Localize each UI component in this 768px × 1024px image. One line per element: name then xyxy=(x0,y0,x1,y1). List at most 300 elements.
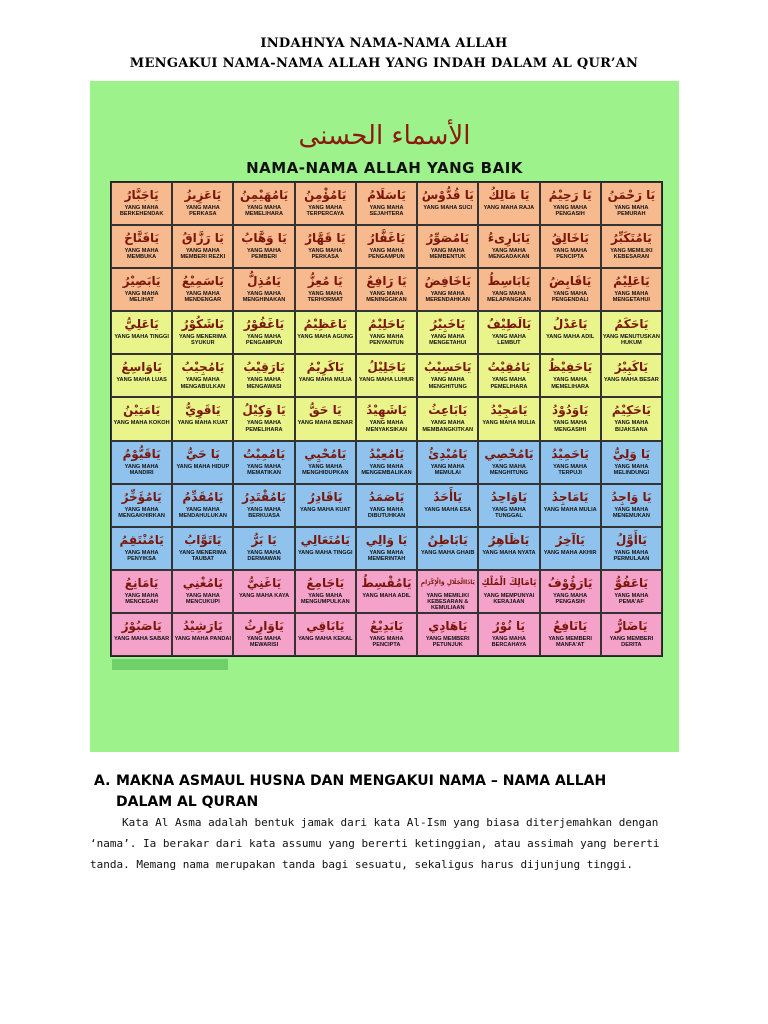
name-cell xyxy=(478,613,539,656)
arabic-name: يَامُقْسِطُ xyxy=(361,575,412,590)
arabic-name: يَاخَبِيْرُ xyxy=(430,317,466,332)
name-cell xyxy=(356,311,417,354)
name-meaning: YANG MAHA MENINGGIKAN xyxy=(366,291,407,304)
name-meaning: YANG MAHA MENDAHULUKAN xyxy=(178,506,227,519)
name-cell xyxy=(417,354,478,397)
name-cell xyxy=(540,225,601,268)
name-cell xyxy=(111,268,172,311)
name-meaning: YANG MAHA MENGADAKAN xyxy=(488,248,530,261)
section-paragraph xyxy=(90,812,682,875)
name-cell xyxy=(233,225,294,268)
name-cell xyxy=(478,484,539,527)
name-cell xyxy=(233,397,294,440)
name-meaning: YANG MENUTUSKAN HUKUM xyxy=(602,334,660,347)
arabic-name: يَا رَحْمَنُ xyxy=(607,188,656,202)
name-cell xyxy=(417,182,478,225)
name-meaning: YANG MAHA TERHORMAT xyxy=(307,291,343,304)
name-meaning: YANG MENERIMA TAUBAT xyxy=(179,549,227,562)
name-meaning: YANG MAHA MEMBUKA xyxy=(124,248,159,261)
arabic-name: يَاحَلِيْمُ xyxy=(368,317,405,332)
arabic-name: يَابَصِيْرُ xyxy=(122,274,161,289)
name-meaning: YANG MAHA MELINDUNGI xyxy=(613,463,650,476)
name-meaning: YANG MAHA ESA xyxy=(424,506,472,513)
name-cell xyxy=(417,527,478,570)
name-cell xyxy=(356,441,417,484)
name-meaning: YANG MAHA TERPERCAYA xyxy=(306,205,345,218)
name-cell xyxy=(111,484,172,527)
arabic-name: يَامُنْتَقِمُ xyxy=(119,532,164,547)
name-meaning: YANG MAHA MENGHINAKAN xyxy=(242,291,286,304)
name-meaning: YANG MAHA ADIL xyxy=(546,334,595,341)
name-meaning: YANG MEMPUNYAI KERAJAAN xyxy=(483,592,535,606)
name-cell xyxy=(172,441,233,484)
name-meaning: YANG MAHA MANDIRI xyxy=(124,463,159,476)
arabic-name: يَاذَاالْجَلَالِ وَالْإِكْرَامِ xyxy=(420,578,475,586)
name-cell xyxy=(478,311,539,354)
name-cell xyxy=(172,311,233,354)
name-cell xyxy=(356,182,417,225)
name-meaning: YANG MEMILIKI KEBESARAN xyxy=(610,248,653,261)
name-cell xyxy=(356,484,417,527)
arabic-name: يَابَاسِطُ xyxy=(487,274,531,289)
arabic-name: يَا وَلِيُّ xyxy=(612,446,651,461)
arabic-name: يَا مَالِكُ xyxy=(488,188,530,202)
name-cell xyxy=(295,268,356,311)
decorative-bar xyxy=(112,659,228,670)
arabic-name: يَاعَلِيُّ xyxy=(124,317,159,332)
arabic-name: يَاعَظِيْمُ xyxy=(303,317,347,332)
arabic-name: يَامُغْنِي xyxy=(182,575,223,590)
name-cell xyxy=(540,527,601,570)
name-cell xyxy=(295,527,356,570)
arabic-name: يَاتَوَّابُ xyxy=(184,532,222,547)
name-cell xyxy=(111,225,172,268)
name-meaning: YANG MAHA DERMAWAN xyxy=(247,549,282,562)
arabic-name: يَاغَنِيُّ xyxy=(246,575,282,590)
arabic-name: يَامُهَيْمِنُ xyxy=(239,188,289,202)
name-meaning: YANG MAHA MEMELIHARA xyxy=(551,377,590,390)
names-grid xyxy=(110,181,663,657)
name-cell xyxy=(478,397,539,440)
arabic-name: يَارَؤُوْفُ xyxy=(547,575,593,590)
name-cell xyxy=(601,268,662,311)
name-meaning: YANG MAHA BERKEHENDAK xyxy=(119,205,164,218)
name-meaning: YANG MAHA MENGHITUNG xyxy=(428,377,467,390)
paragraph-text: Kata Al Asma adalah bentuk jamak dari kata Al-Ism yang biasa diterjemahkan dengan ‘nama’. Ia berakar dari kata assumu yang bererti ketinggian, atau assimah yang bererti tanda. Memang nama merupakan tanda bagi sesuatu, sekaligus harus dijunjung tinggi. xyxy=(90,816,660,871)
name-meaning: YANG MAHA BENAR xyxy=(297,420,353,427)
name-meaning: YANG MEMBERI PETUNJUK xyxy=(425,635,470,649)
name-cell xyxy=(111,527,172,570)
arabic-name: يَامَاجِدُ xyxy=(551,489,589,504)
arabic-name: يَا رَحِيْمُ xyxy=(548,188,592,202)
name-cell xyxy=(356,268,417,311)
name-cell xyxy=(601,182,662,225)
name-meaning: YANG MAHA KOKOH xyxy=(113,420,170,427)
name-meaning: YANG MAHA PENYANTUN xyxy=(369,334,404,347)
arabic-name: يَا وَهَّابُ xyxy=(241,231,287,246)
arabic-name: يَاقَوِيُّ xyxy=(185,403,221,418)
arabic-name: يَاقَابِضُ xyxy=(549,274,592,289)
name-cell xyxy=(295,570,356,613)
name-cell xyxy=(417,613,478,656)
name-cell xyxy=(417,397,478,440)
name-meaning: YANG MAHA LUAS xyxy=(116,377,167,384)
name-meaning: YANG MEMILIKI KEBESARAN & KEMULIAAN xyxy=(426,592,469,612)
arabic-name: يَامُؤْمِنُ xyxy=(304,188,347,202)
arabic-name: يَامُذِلُّ xyxy=(247,274,281,289)
name-meaning: YANG MAHA MENGETAHUI xyxy=(612,291,650,304)
name-meaning: YANG MAHA PERKASA xyxy=(185,205,220,218)
arabic-name: يَاشَكُوْرُ xyxy=(181,317,224,332)
name-meaning: YANG MAHA MENGHITUNG xyxy=(489,463,529,476)
name-meaning: YANG MAHA PENCIPTA xyxy=(553,248,588,261)
arabic-name: يَامُؤَخِّرُ xyxy=(121,489,162,504)
section-heading-line-2: DALAM AL QURAN xyxy=(116,794,259,810)
arabic-name: يَاسَلَامُ xyxy=(367,188,406,202)
name-cell xyxy=(233,441,294,484)
name-cell xyxy=(356,225,417,268)
name-meaning: YANG MAHA TERPUJI xyxy=(553,463,588,476)
name-meaning: YANG MAHA SUCI xyxy=(423,205,473,211)
name-meaning: YANG MAHA SABAR xyxy=(114,635,170,642)
name-meaning: YANG MAHA TUNGGAL xyxy=(491,506,526,519)
arabic-name: يَامُعِيْدُ xyxy=(368,446,405,461)
name-meaning: YANG MAHA MENEMUKAN xyxy=(612,506,650,519)
arabic-name: يَابَارِىءُ xyxy=(487,231,530,246)
arabic-name: يَامُقِيْتُ xyxy=(487,360,531,375)
name-meaning: YANG MAHA MULIA xyxy=(543,506,597,513)
arabic-name: يَاوَدُوْدُ xyxy=(552,403,589,418)
arabic-name: يَاهَادِي xyxy=(428,618,468,633)
name-meaning: YANG MAHA MELAPANGKAN xyxy=(487,291,531,304)
arabic-name: يَاعَلِيْمُ xyxy=(613,274,650,289)
name-cell xyxy=(601,225,662,268)
arabic-name: يَارَقِيْبُ xyxy=(243,360,285,375)
name-meaning: YANG MAHA PEMELIHARA xyxy=(490,377,528,390)
name-meaning: YANG MAHA LUHUR xyxy=(359,377,414,384)
name-cell xyxy=(233,570,294,613)
name-cell xyxy=(478,268,539,311)
name-cell xyxy=(417,311,478,354)
name-cell xyxy=(478,570,539,613)
arabic-name: يَاظَاهِرُ xyxy=(488,532,530,547)
name-meaning: YANG MENERIMA SYUKUR xyxy=(179,334,227,347)
arabic-name: يَاضَارُّ xyxy=(615,618,648,633)
name-meaning: YANG MAHA PENGASIH xyxy=(553,205,588,218)
name-cell xyxy=(601,397,662,440)
name-meaning: YANG MAHA MENGEMBALIKAN xyxy=(361,463,412,476)
name-cell xyxy=(601,570,662,613)
arabic-name: يَامَجِيْدُ xyxy=(490,403,528,418)
name-cell xyxy=(540,441,601,484)
name-cell xyxy=(111,397,172,440)
name-meaning: YANG MAHA PENGENDALI xyxy=(551,291,589,304)
arabic-name: يَامُصَوِّرُ xyxy=(426,231,470,246)
name-cell xyxy=(356,527,417,570)
name-cell xyxy=(172,613,233,656)
name-cell xyxy=(172,484,233,527)
arabic-name: يَامَتِيْنُ xyxy=(123,403,161,418)
name-meaning: YANG MAHA RAJA xyxy=(483,205,535,211)
name-meaning: YANG MAHA MENGUMPULKAN xyxy=(300,592,350,606)
arabic-name: يَاحَكِيْمُ xyxy=(611,403,651,418)
name-meaning: YANG MAHA PENYIKSA xyxy=(124,549,159,562)
name-cell xyxy=(172,182,233,225)
arabic-name: يَارَشِيْدُ xyxy=(183,618,223,633)
name-meaning: YANG MAHA MEWARISI xyxy=(247,635,282,649)
name-meaning: YANG MAHA MEMULAI xyxy=(430,463,465,476)
arabic-name: يَابَاطِنُ xyxy=(427,532,468,547)
arabic-name: يَاحَسِيْبُ xyxy=(423,360,472,375)
name-cell xyxy=(540,570,601,613)
name-meaning: YANG MAHA MEMERINTAH xyxy=(367,549,406,562)
arabic-name: يَاعَزِيزُ xyxy=(184,188,222,202)
name-meaning: YANG MAHA PEMELIHARA xyxy=(245,420,283,433)
name-cell xyxy=(478,527,539,570)
document-subtitle: MENGAKUI NAMA-NAMA ALLAH YANG INDAH DALAM AL QUR’AN xyxy=(129,56,639,71)
arabic-name: يَاكَرِيْمُ xyxy=(306,360,344,375)
arabic-name: يَاعَدْلُ xyxy=(552,317,588,332)
name-cell xyxy=(356,570,417,613)
name-cell xyxy=(172,527,233,570)
section-number: A. xyxy=(94,773,111,789)
name-cell xyxy=(417,484,478,527)
name-cell xyxy=(111,354,172,397)
name-cell xyxy=(295,613,356,656)
name-meaning: YANG MAHA PERKASA xyxy=(308,248,343,261)
arabic-name: يَافَتَّاحُ xyxy=(124,231,160,246)
name-cell xyxy=(540,613,601,656)
arabic-name: يَا رَزَّاقُ xyxy=(181,231,224,246)
name-meaning: YANG MAHA AKHIR xyxy=(543,549,597,556)
arabic-name: يَامُتَعَالِي xyxy=(300,532,350,547)
asmaul-husna-poster xyxy=(90,81,679,752)
name-cell xyxy=(540,484,601,527)
name-cell xyxy=(478,182,539,225)
arabic-name: يَامُتَكَبِّرُ xyxy=(611,231,652,246)
name-meaning: YANG MAHA HIDUP xyxy=(176,463,230,470)
arabic-name: يَا قُدُّوْسُ xyxy=(421,188,474,202)
name-cell xyxy=(111,311,172,354)
name-meaning: YANG MAHA MENGABULKAN xyxy=(180,377,226,390)
arabic-name: يَاسَمِيْعُ xyxy=(181,274,224,289)
arabic-name: يَا بَرُّ xyxy=(251,532,277,547)
arabic-name: يَاأَحَدُ xyxy=(433,489,463,504)
name-cell xyxy=(356,613,417,656)
arabic-name: يَانَافِعُ xyxy=(553,618,588,633)
name-cell xyxy=(601,527,662,570)
name-meaning: YANG MAHA GHAIB xyxy=(421,549,475,556)
name-cell xyxy=(356,354,417,397)
arabic-name: يَابَاعِثُ xyxy=(428,403,468,418)
name-cell xyxy=(295,441,356,484)
arabic-name: يَا نُوْرُ xyxy=(492,618,525,633)
name-cell xyxy=(540,397,601,440)
name-meaning: YANG MAHA KEKAL xyxy=(297,635,353,642)
arabic-name: يَابَدِيْعُ xyxy=(369,618,404,633)
name-cell xyxy=(233,354,294,397)
arabic-name: يَاوَاسِعُ xyxy=(121,360,162,375)
arabic-name: يَاشَهِيْدُ xyxy=(366,403,407,418)
name-meaning: YANG MAHA DIBUTUHKAN xyxy=(367,506,406,519)
name-meaning: YANG MAHA KUAT xyxy=(300,506,351,513)
arabic-name: يَا رَافِعُ xyxy=(366,274,407,289)
name-meaning: YANG MAHA MENGAWASI xyxy=(246,377,282,390)
name-meaning: YANG MAHA MELIHAT xyxy=(124,291,159,304)
name-meaning: YANG MAHA MENGASIHI xyxy=(553,420,588,433)
name-cell xyxy=(111,570,172,613)
name-cell xyxy=(478,354,539,397)
arabic-name: يَاآخِرُ xyxy=(555,532,585,547)
name-cell xyxy=(417,441,478,484)
document-title: INDAHNYA NAMA-NAMA ALLAH xyxy=(260,36,508,51)
name-meaning: YANG MAHA MENCEGAH xyxy=(124,592,159,606)
name-cell xyxy=(172,268,233,311)
name-meaning: YANG MAHA PENCIPTA xyxy=(369,635,404,649)
name-cell xyxy=(478,225,539,268)
name-cell xyxy=(295,484,356,527)
arabic-name: يَا وَالِي xyxy=(365,532,408,547)
arabic-name: يَامُحْيِي xyxy=(304,446,347,461)
name-cell xyxy=(172,570,233,613)
arabic-name: يَاكَبِيْرُ xyxy=(614,360,648,375)
name-meaning: YANG MAHA MENGHIDUPKAN xyxy=(302,463,349,476)
name-meaning: YANG MAHA BIJAKSANA xyxy=(614,420,649,433)
name-cell xyxy=(601,311,662,354)
name-meaning: YANG MAHA BERCAHAYA xyxy=(491,635,527,649)
arabic-name: يَامُقْتَدِرُ xyxy=(242,489,286,504)
name-meaning: YANG MAHA MEMBANGKITKAN xyxy=(422,420,474,433)
arabic-name: يَاحَفِيْظُ xyxy=(548,360,593,375)
arabic-name: يَاحَكَمُ xyxy=(614,317,649,332)
arabic-name: يَامُجِيْبُ xyxy=(181,360,225,375)
arabic-name: يَاخَافِضُ xyxy=(424,274,471,289)
name-meaning: YANG MAHA NYATA xyxy=(482,549,536,556)
name-meaning: YANG MAHA PANDAI xyxy=(174,635,231,642)
name-meaning: YANG MAHA MULIA xyxy=(482,420,536,427)
arabic-name: يَاعَفُوُّ xyxy=(614,575,649,590)
name-cell xyxy=(417,268,478,311)
arabic-name: يَاقَادِرُ xyxy=(308,489,343,504)
arabic-name: يَامَانِعُ xyxy=(124,575,159,590)
arabic-name: يَاقَيُّوْمُ xyxy=(122,446,161,461)
name-meaning: YANG MAHA MENGETAHUI xyxy=(429,334,467,347)
arabic-name: يَامَالِكَ الْمُلْكِ xyxy=(481,577,537,588)
name-cell xyxy=(601,613,662,656)
poster-arabic-heading: الأسماء الحسنى xyxy=(298,121,471,151)
name-cell xyxy=(233,613,294,656)
name-cell xyxy=(478,441,539,484)
arabic-name: يَاغَفَّارُ xyxy=(367,231,406,246)
arabic-name: يَا وَكِيْلُ xyxy=(242,403,286,418)
arabic-name: يَالَطِيْفُ xyxy=(486,317,532,332)
name-meaning: YANG MAHA PEMURAH xyxy=(614,205,649,218)
name-cell xyxy=(172,225,233,268)
name-meaning: YANG MAHA AGUNG xyxy=(297,334,354,341)
name-cell xyxy=(601,441,662,484)
name-cell xyxy=(601,354,662,397)
arabic-name: يَاأَوَّلُ xyxy=(615,532,647,547)
name-meaning: YANG MAHA MULIA xyxy=(298,377,352,384)
arabic-name: يَا قَهَّارُ xyxy=(305,231,346,246)
poster-title: NAMA-NAMA ALLAH YANG BAIK xyxy=(246,159,523,177)
arabic-name: يَامُبْدِئُ xyxy=(428,446,468,461)
name-meaning: YANG MEMBERI DERITA xyxy=(609,635,654,649)
arabic-name: يَاصَبُوْرُ xyxy=(121,618,162,633)
name-cell xyxy=(540,268,601,311)
name-meaning: YANG MAHA PENGAMPUN xyxy=(368,248,405,261)
name-meaning: YANG MAHA MENYAKSIKAN xyxy=(365,420,408,433)
name-meaning: YANG MAHA BESAR xyxy=(603,377,659,384)
name-meaning: YANG MAHA KAYA xyxy=(238,592,290,599)
name-meaning: YANG MAHA PERMULAAN xyxy=(613,549,650,562)
name-cell xyxy=(417,570,478,613)
arabic-name: يَاوَاحِدُ xyxy=(490,489,528,504)
name-meaning: YANG MAHA PENGAMPUN xyxy=(245,334,283,347)
section-heading-line-1: MAKNA ASMAUL HUSNA DAN MENGAKUI NAMA – NAMA ALLAH xyxy=(116,773,607,789)
name-cell xyxy=(601,484,662,527)
name-meaning: YANG MAHA TINGGI xyxy=(297,549,353,556)
name-cell xyxy=(172,397,233,440)
name-cell xyxy=(111,182,172,225)
arabic-name: يَامُحْصِي xyxy=(484,446,534,461)
name-meaning: YANG MAHA MERENDAHKAN xyxy=(425,291,470,304)
arabic-name: يَاجَامِعُ xyxy=(306,575,345,590)
name-cell xyxy=(356,397,417,440)
name-cell xyxy=(540,354,601,397)
name-cell xyxy=(295,225,356,268)
arabic-name: يَا مُعِزُّ xyxy=(307,274,343,289)
name-meaning: YANG MAHA MENGAKHIRKAN xyxy=(118,506,165,519)
name-cell xyxy=(295,311,356,354)
arabic-name: يَا حَقُّ xyxy=(308,403,342,418)
arabic-name: يَاجَلِيْلُ xyxy=(367,360,406,375)
arabic-name: يَامُقَدِّمُ xyxy=(182,489,224,504)
name-meaning: YANG MAHA KUAT xyxy=(177,420,229,427)
name-meaning: YANG MAHA MENCUKUPI xyxy=(185,592,220,606)
name-meaning: YANG MAHA MEMELIHARA xyxy=(245,205,283,218)
name-meaning: YANG MAHA PEMA'AF xyxy=(614,592,649,606)
name-meaning: YANG MAHA MEMBERI REZKI xyxy=(180,248,226,261)
name-cell xyxy=(172,354,233,397)
name-cell xyxy=(233,311,294,354)
name-meaning: YANG MAHA BERKUASA xyxy=(247,506,282,519)
arabic-name: يَاحَمِيْدُ xyxy=(551,446,589,461)
name-cell xyxy=(111,613,172,656)
arabic-name: يَابَاقِي xyxy=(306,618,345,633)
name-cell xyxy=(233,182,294,225)
arabic-name: يَامُمِيْتُ xyxy=(243,446,286,461)
name-cell xyxy=(111,441,172,484)
name-meaning: YANG MAHA PEMBERI xyxy=(247,248,282,261)
arabic-name: يَاخَالِقُ xyxy=(551,231,589,246)
name-cell xyxy=(540,182,601,225)
name-cell xyxy=(295,354,356,397)
name-meaning: YANG MAHA MENDENGAR xyxy=(184,291,222,304)
arabic-name: يَاصَمَدُ xyxy=(368,489,405,504)
name-meaning: YANG MAHA LEMBUT xyxy=(491,334,526,347)
name-cell xyxy=(417,225,478,268)
name-meaning: YANG MAHA MEMBENTUK xyxy=(429,248,466,261)
name-cell xyxy=(233,484,294,527)
arabic-name: يَا حَيُّ xyxy=(185,446,220,461)
name-meaning: YANG MAHA PENGASIH xyxy=(553,592,588,606)
arabic-name: يَا وَاجِدُ xyxy=(611,489,652,504)
arabic-name: يَاغَفُوْرُ xyxy=(243,317,285,332)
name-cell xyxy=(295,182,356,225)
name-cell xyxy=(233,527,294,570)
arabic-name: يَاجَبَّارُ xyxy=(124,188,159,202)
